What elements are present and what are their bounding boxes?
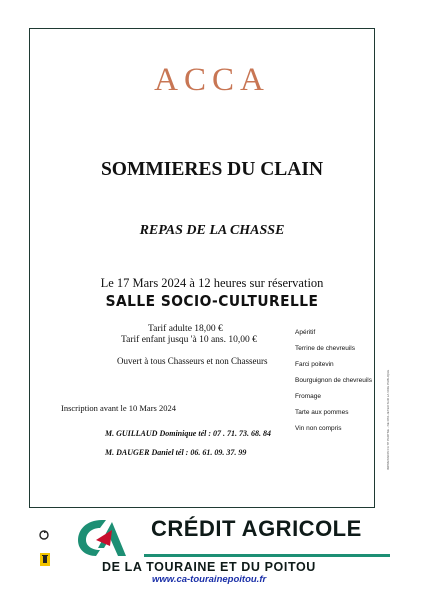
- recycle-icon: [39, 530, 49, 540]
- event-name: REPAS DE LA CHASSE: [139, 223, 285, 238]
- menu-item: Tarte aux pommes: [295, 409, 349, 416]
- registration-deadline: Inscription avant le 10 Mars 2024: [61, 403, 176, 413]
- credit-agricole-logo-icon: [72, 516, 132, 560]
- tarif-enfant: Tarif enfant jusqu 'à 10 ans. 10,00 €: [121, 335, 257, 345]
- poster-title: ACCA: [154, 62, 270, 98]
- trash-bin-icon: [40, 553, 50, 566]
- menu-item: Fromage: [295, 393, 322, 400]
- contact-guillaud: M. GUILLAUD Dominique tél : 07 . 71. 73. 68. 84: [105, 429, 271, 438]
- sponsor-name: CRÉDIT AGRICOLE: [151, 516, 362, 541]
- commune-name: SOMMIERES DU CLAIN: [100, 159, 324, 180]
- tarif-adulte: Tarif adulte 18,00 €: [148, 324, 223, 334]
- sponsor-divider: [144, 554, 390, 557]
- menu-item: Apéritif: [295, 329, 316, 336]
- date-line: Le 17 Mars 2024 à 12 heures sur réservation: [100, 276, 324, 290]
- open-to-all: Ouvert à tous Chasseurs et non Chasseurs: [117, 356, 268, 366]
- contact-dauger: M. DAUGER Daniel tél : 06. 61. 09. 37. 99: [105, 448, 247, 457]
- menu-item: Terrine de chevreuils: [295, 345, 355, 352]
- print-notice: IMPRESSION CA TP PARTNE - NE PAS JETER SUR LA VOIE PUBLIQUE: [386, 369, 390, 470]
- menu-item: Farci poitevin: [295, 361, 334, 368]
- menu-list: [295, 325, 372, 437]
- sponsor-website[interactable]: www.ca-tourainepoitou.fr: [152, 574, 267, 585]
- sponsor-logo: [66, 516, 376, 588]
- menu-item: Bourguignon de chevreuils: [295, 377, 372, 384]
- sponsor-region: DE LA TOURAINE ET DU POITOU: [102, 560, 316, 574]
- venue-handwritten: SALLE SOCIO-CULTURELLE: [105, 292, 319, 310]
- menu-item: Vin non compris: [295, 425, 342, 432]
